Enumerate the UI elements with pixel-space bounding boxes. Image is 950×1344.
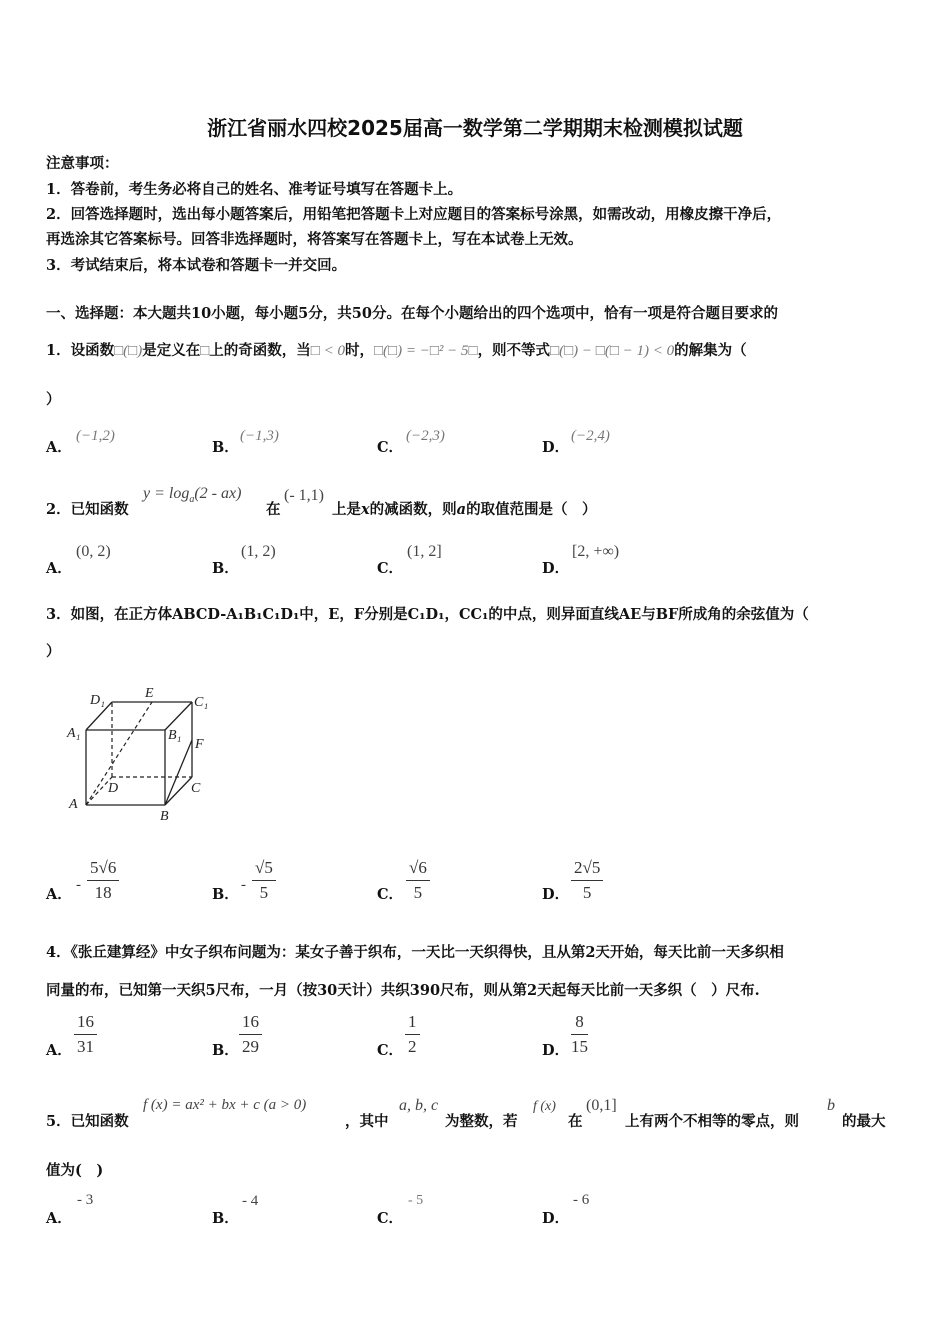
q5-option-c-label[interactable]: C．: [377, 1210, 404, 1227]
q5-option-b-value: - 4: [242, 1193, 259, 1209]
fig-label-b1: B₁: [168, 728, 182, 743]
q2-option-c-value: (1, 2]: [407, 543, 442, 560]
q2-formula: $y = \log_a(2 - ax)$: [143, 485, 242, 506]
question-number: 2．: [46, 501, 71, 518]
fig-label-e: E: [145, 686, 154, 701]
fig-label-c: C: [191, 781, 201, 796]
question-number: 4．: [46, 944, 71, 961]
notice-item: 3．考试结束后，将本试卷和答题卡一并交回。: [46, 257, 347, 274]
q1-option-d-label[interactable]: D．: [542, 439, 570, 456]
question-4: [46, 941, 784, 962]
q5-coeffs: a, b, c: [399, 1097, 439, 1114]
q1-formula: □ < 0: [310, 343, 345, 359]
q4-option-b-label[interactable]: B．: [212, 1042, 239, 1059]
q5-text-line2: 值为( ): [46, 1162, 104, 1179]
q5-option-d-label[interactable]: D．: [542, 1210, 570, 1227]
q2-var-x: x: [361, 501, 370, 518]
q3-text: 如图，在正方体ABCD-A₁B₁C₁D₁中，E，F分别是C₁D₁，CC₁的中点，则异面直线AE与BF所成角的余弦值为（: [70, 606, 809, 623]
question-number: 5．: [46, 1113, 71, 1130]
q2-option-a-label[interactable]: A．: [46, 560, 72, 577]
question-2: [46, 498, 129, 519]
q3-close-paren: ）: [46, 643, 61, 660]
q5-var-b: b: [827, 1097, 835, 1114]
q3-option-b-label[interactable]: B．: [212, 886, 239, 903]
q4-text: 《张丘建算经》中女子织布问题为：某女子善于织布，一天比一天织得快，且从第2天开始，每天比前一天多织相: [70, 944, 784, 961]
question-1: [46, 339, 747, 360]
question-number: 1．: [46, 342, 71, 359]
notice-item: 2．回答选择题时，选出每小题答案后，用铅笔把答题卡上对应题目的答案标号涂黑，如需改动，用橡皮擦干净后，: [46, 206, 782, 223]
q1-formula: □(□) = −□² − 5□: [373, 343, 478, 359]
q3-option-c-fraction: $\frac{√6}{5}$: [406, 858, 430, 903]
q2-option-c-label[interactable]: C．: [377, 560, 404, 577]
fig-label-a: A: [69, 797, 78, 812]
q5-text: 已知函数: [70, 1113, 129, 1130]
q3-option-c-label[interactable]: C．: [377, 886, 404, 903]
fig-label-a1: A₁: [67, 726, 81, 741]
q4-option-b-fraction: $\frac{16}{29}$: [239, 1012, 262, 1057]
q5-option-d-value: - 6: [573, 1192, 590, 1208]
q2-option-d-label[interactable]: D．: [542, 560, 570, 577]
q3-option-d-label[interactable]: D．: [542, 886, 570, 903]
q1-formula: □(□): [114, 343, 143, 359]
q2-option-b-value: (1, 2): [241, 543, 276, 560]
q5-text: 在: [568, 1113, 583, 1130]
question-number: 3．: [46, 606, 71, 623]
question-3: [46, 603, 809, 624]
q1-option-b-label[interactable]: B．: [212, 439, 239, 456]
q2-interval: (- 1,1): [284, 487, 324, 504]
notice-item: 1．答卷前，考生务必将自己的姓名、准考证号填写在答题卡上。: [46, 181, 463, 198]
q2-text: 在: [266, 501, 281, 518]
fig-label-f: F: [195, 737, 204, 752]
q1-text: 的解集为（: [674, 342, 747, 359]
q5-formula: f (x) = ax² + bx + c (a > 0): [143, 1097, 307, 1113]
fig-label-b: B: [160, 809, 169, 824]
q4-option-c-fraction: $\frac{1}{2}$: [405, 1012, 420, 1057]
q3-option-b-sign: -: [241, 877, 246, 893]
q2-var-a: a: [456, 501, 467, 518]
fig-label-c1: C₁: [194, 695, 209, 710]
page-title: 浙江省丽水四校2025届高一数学第二学期期末检测模拟试题: [207, 116, 743, 140]
q3-option-a-label[interactable]: A．: [46, 886, 72, 903]
q1-formula: □: [200, 343, 210, 359]
q1-formula: □(□) − □(□ − 1) < 0: [550, 343, 675, 359]
q3-option-a-fraction: $\frac{5√6}{18}$: [87, 858, 119, 903]
q5-option-c-value: - 5: [408, 1193, 424, 1208]
notice-item: 再选涂其它答案标号。回答非选择题时，将答案写在答题卡上，写在本试卷上无效。: [46, 231, 583, 248]
q5-interval: (0,1]: [586, 1097, 617, 1114]
q1-option-b-value: (−1,3): [240, 428, 279, 444]
q1-option-c-label[interactable]: C．: [377, 439, 404, 456]
q2-option-d-value: [2, +∞): [572, 543, 620, 560]
q4-text-line2: 同量的布，已知第一天织5尺布，一月（按30天计）共织390尺布，则从第2天起每天比前一天多织（ ）尺布.: [46, 982, 760, 999]
q5-text: 为整数，若: [445, 1113, 518, 1130]
q2-text: 已知函数: [70, 501, 129, 518]
q1-text: 是定义在: [142, 342, 201, 359]
q1-close-paren: ）: [46, 391, 61, 408]
q1-text: 时，: [344, 342, 374, 359]
q2-text-rest: 上是x的减函数，则a的取值范围是（ ）: [332, 501, 597, 518]
q5-fx: f (x): [533, 1099, 556, 1114]
q5-text: 的最大: [842, 1113, 886, 1130]
q4-option-d-fraction: $\frac{8}{15}$: [571, 1012, 588, 1056]
q4-option-a-label[interactable]: A．: [46, 1042, 72, 1059]
q3-option-d-fraction: $\frac{2√5}{5}$: [571, 858, 603, 903]
q5-option-a-value: - 3: [77, 1192, 94, 1208]
q2-option-b-label[interactable]: B．: [212, 560, 239, 577]
notice-heading: 注意事项：: [46, 155, 119, 172]
q4-option-d-label[interactable]: D．: [542, 1042, 570, 1059]
q1-option-a-value: (−1,2): [76, 428, 115, 444]
q4-option-c-label[interactable]: C．: [377, 1042, 404, 1059]
q1-text: ，则不等式: [477, 342, 551, 359]
q5-text: 上有两个不相等的零点，则: [625, 1113, 799, 1130]
q1-option-a-label[interactable]: A．: [46, 439, 72, 456]
q5-option-a-label[interactable]: A．: [46, 1210, 72, 1227]
q5-option-b-label[interactable]: B．: [212, 1210, 239, 1227]
cube-figure: [60, 680, 230, 830]
q1-text: 上的奇函数，当: [209, 342, 311, 359]
q3-option-a-sign: -: [76, 877, 81, 893]
q2-option-a-value: (0, 2): [76, 543, 111, 560]
fig-label-d: D: [108, 781, 119, 796]
q3-option-b-fraction: $\frac{√5}{5}$: [252, 858, 276, 903]
section-heading: 一、选择题：本大题共10小题，每小题5分，共50分。在每个小题给出的四个选项中，恰有一项是符合题目要求的: [46, 305, 778, 322]
question-5: [46, 1110, 129, 1131]
fig-label-d1: D₁: [90, 693, 105, 708]
q1-option-c-value: (−2,3): [406, 428, 445, 444]
q4-option-a-fraction: $\frac{16}{31}$: [74, 1012, 97, 1057]
q1-text: 设函数: [70, 342, 115, 359]
q1-option-d-value: (−2,4): [571, 428, 610, 444]
q5-text: ，其中: [345, 1113, 389, 1130]
